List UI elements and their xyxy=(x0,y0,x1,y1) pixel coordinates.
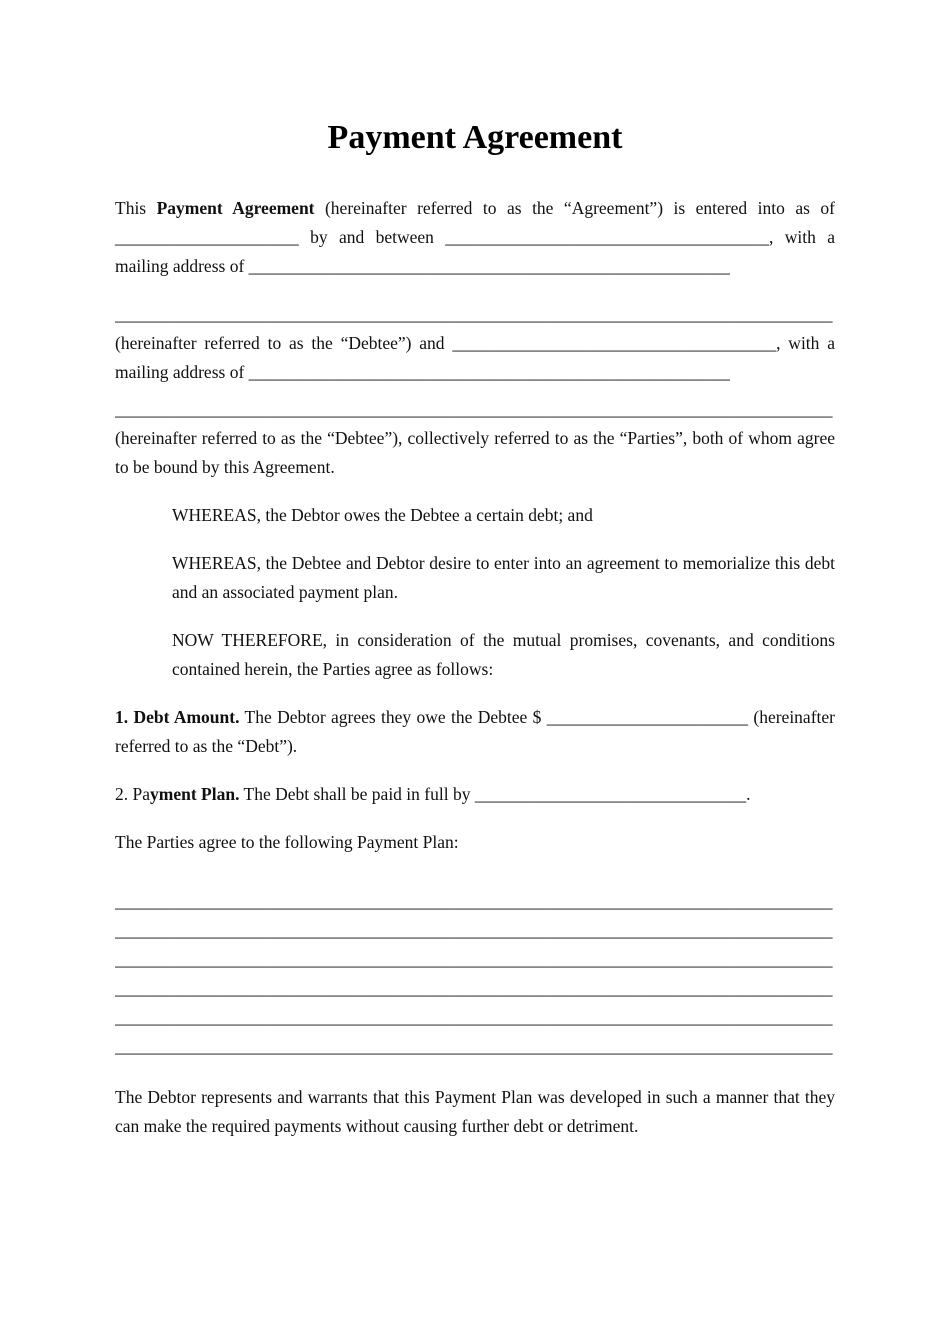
paid-in-full-date-blank: _______________________________ xyxy=(474,784,747,804)
payment-plan-line-blank: __________________________________________________________________________________ xyxy=(115,891,833,911)
document-title: Payment Agreement xyxy=(327,119,623,156)
debt-amount-blank: _______________________ xyxy=(546,707,749,727)
parties-text-wrap xyxy=(115,424,835,482)
party2-name-blank: _____________________________________ xyxy=(452,333,777,353)
party2-address-blank: _______________________________________________________ xyxy=(248,362,730,382)
debtee-paragraph xyxy=(115,300,835,387)
intro-text: by and between xyxy=(298,227,446,247)
section-1-text: The Debtor agrees they owe the Debtee $ xyxy=(239,707,547,727)
intro-text: (hereinafter referred to as the “Agreement”) is entered into as of xyxy=(314,198,835,218)
intro-text: , with a mailing address of xyxy=(115,227,835,276)
intro-paragraph xyxy=(115,194,835,281)
section-2-text: . xyxy=(746,784,751,804)
parties-paragraph xyxy=(115,395,835,482)
payment-plan-line-blank: __________________________________________________________________________________ xyxy=(115,1007,833,1027)
section-2-payment-plan xyxy=(115,780,835,809)
section-2-text: The Debt shall be paid in full by xyxy=(239,784,475,804)
agreement-term-bold: Payment Agreement xyxy=(156,198,315,218)
party1-name-blank: _____________________________________ xyxy=(445,227,770,247)
payment-plan-line-blank: __________________________________________________________________________________ xyxy=(115,920,833,940)
whereas-clause-1: WHEREAS, the Debtor owes the Debtee a certain debt; and xyxy=(172,505,593,525)
now-therefore-clause: NOW THEREFORE, in consideration of the mutual promises, covenants, and conditions contained herein, the Parties agree as follows: xyxy=(172,630,835,679)
party2-address-continued-blank: __________________________________________________________________________________ xyxy=(115,399,833,419)
section-2-number: 2. Pa xyxy=(115,784,150,804)
party1-address-blank: _______________________________________________________ xyxy=(248,256,730,276)
parties-text: (hereinafter referred to as the “Debtee”), collectively referred to as the “Parties”, both of whom agree to be bound by this Agreement. xyxy=(115,428,835,477)
payment-plan-blank-lines xyxy=(115,887,835,1061)
whereas-clause-2: WHEREAS, the Debtee and Debtor desire to enter into an agreement to memorialize this debt and an associated payment plan. xyxy=(172,553,835,602)
section-1-text: (hereinafter referred to as the “Debt”). xyxy=(115,707,835,756)
intro-text: This xyxy=(115,198,157,218)
section-1-debt-amount xyxy=(115,703,835,761)
payment-plan-line-blank: __________________________________________________________________________________ xyxy=(115,949,833,969)
section-1-heading-bold: 1. Debt Amount. xyxy=(115,707,240,727)
debtee-text: , with a mailing address of xyxy=(115,333,835,382)
payment-plan-line-blank: __________________________________________________________________________________ xyxy=(115,1036,833,1056)
debtee-text-wrap xyxy=(115,329,835,387)
section-2-heading-bold: yment Plan. xyxy=(150,784,240,804)
effective-date-blank: _____________________ xyxy=(115,227,299,247)
closing-paragraph: The Debtor represents and warrants that this Payment Plan was developed in such a manner that they can make the required payments without causing further debt or detriment. xyxy=(115,1087,835,1136)
debtee-text: (hereinafter referred to as the “Debtee”) and xyxy=(115,333,453,353)
payment-plan-line-blank: __________________________________________________________________________________ xyxy=(115,978,833,998)
party1-address-continued-blank: __________________________________________________________________________________ xyxy=(115,304,833,324)
payment-plan-intro: The Parties agree to the following Payment Plan: xyxy=(115,832,459,852)
